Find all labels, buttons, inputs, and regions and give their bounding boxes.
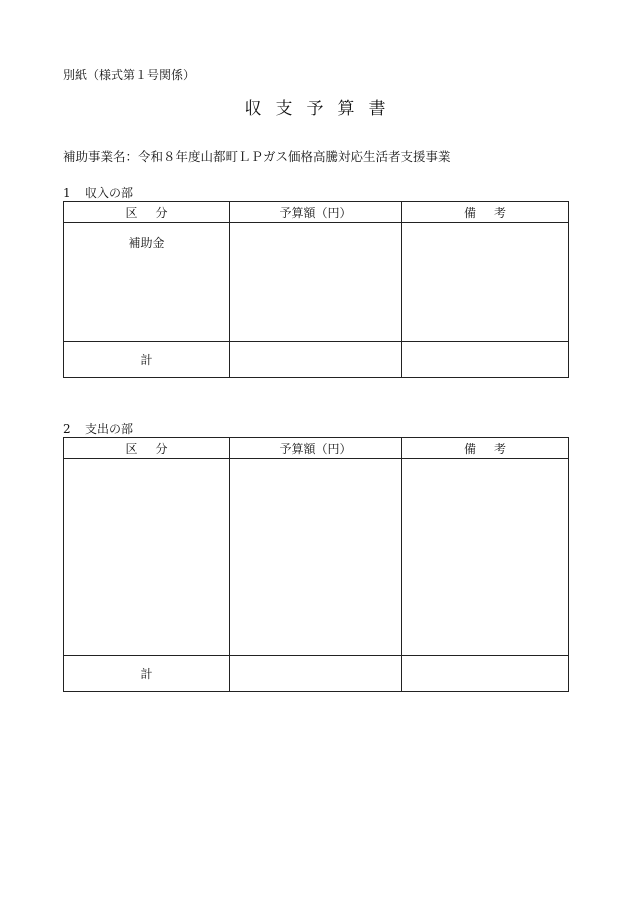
- income-section-number: 1: [63, 186, 71, 200]
- expense-row-note-cell[interactable]: [402, 459, 569, 656]
- income-table-header-row: [64, 202, 569, 223]
- income-total-amount-cell[interactable]: [230, 342, 402, 378]
- income-row-note-cell[interactable]: [402, 223, 569, 342]
- expense-header-category: 区分: [64, 438, 230, 459]
- expense-row-note: [402, 459, 568, 470]
- appendix-label: 別紙（様式第１号関係）: [63, 68, 196, 82]
- expense-header-note: 備考: [402, 438, 569, 459]
- expense-row-amount-cell[interactable]: [230, 459, 402, 656]
- expense-section-heading: [63, 420, 133, 437]
- expense-header-amount: 予算額（円）: [230, 438, 402, 459]
- income-total-label: 計: [64, 342, 230, 378]
- expense-total-label: 計: [64, 656, 230, 692]
- income-row-amount: [230, 223, 401, 234]
- income-row-category-cell[interactable]: [64, 223, 230, 342]
- expense-total-note-cell[interactable]: [402, 656, 569, 692]
- income-row-note: [402, 223, 568, 234]
- income-table-row: [64, 223, 569, 342]
- income-row-amount-cell[interactable]: [230, 223, 402, 342]
- income-header-note: 備考: [402, 202, 569, 223]
- page-title: 収支予算書: [244, 99, 400, 119]
- income-header-category: 区分: [64, 202, 230, 223]
- income-section-heading: [63, 184, 133, 201]
- expense-row-category: [64, 459, 229, 470]
- expense-section-number: 2: [63, 422, 71, 436]
- project-name-line: 補助事業名：令和８年度山都町ＬＰガス価格高騰対応生活者支援事業: [63, 149, 451, 164]
- income-section-label: 収入の部: [85, 186, 134, 200]
- expense-row-amount: [230, 459, 401, 470]
- income-row-category: 補助金: [128, 236, 165, 250]
- expense-table-row: [64, 459, 569, 656]
- expense-total-amount-cell[interactable]: [230, 656, 402, 692]
- expense-table-header-row: [64, 438, 569, 459]
- expense-section-label: 支出の部: [85, 422, 134, 436]
- expense-row-category-cell[interactable]: [64, 459, 230, 656]
- income-total-note-cell[interactable]: [402, 342, 569, 378]
- expense-total-row: [64, 656, 569, 692]
- expense-table: [63, 437, 569, 692]
- income-header-amount: 予算額（円）: [230, 202, 402, 223]
- income-total-row: [64, 342, 569, 378]
- income-table: [63, 201, 569, 378]
